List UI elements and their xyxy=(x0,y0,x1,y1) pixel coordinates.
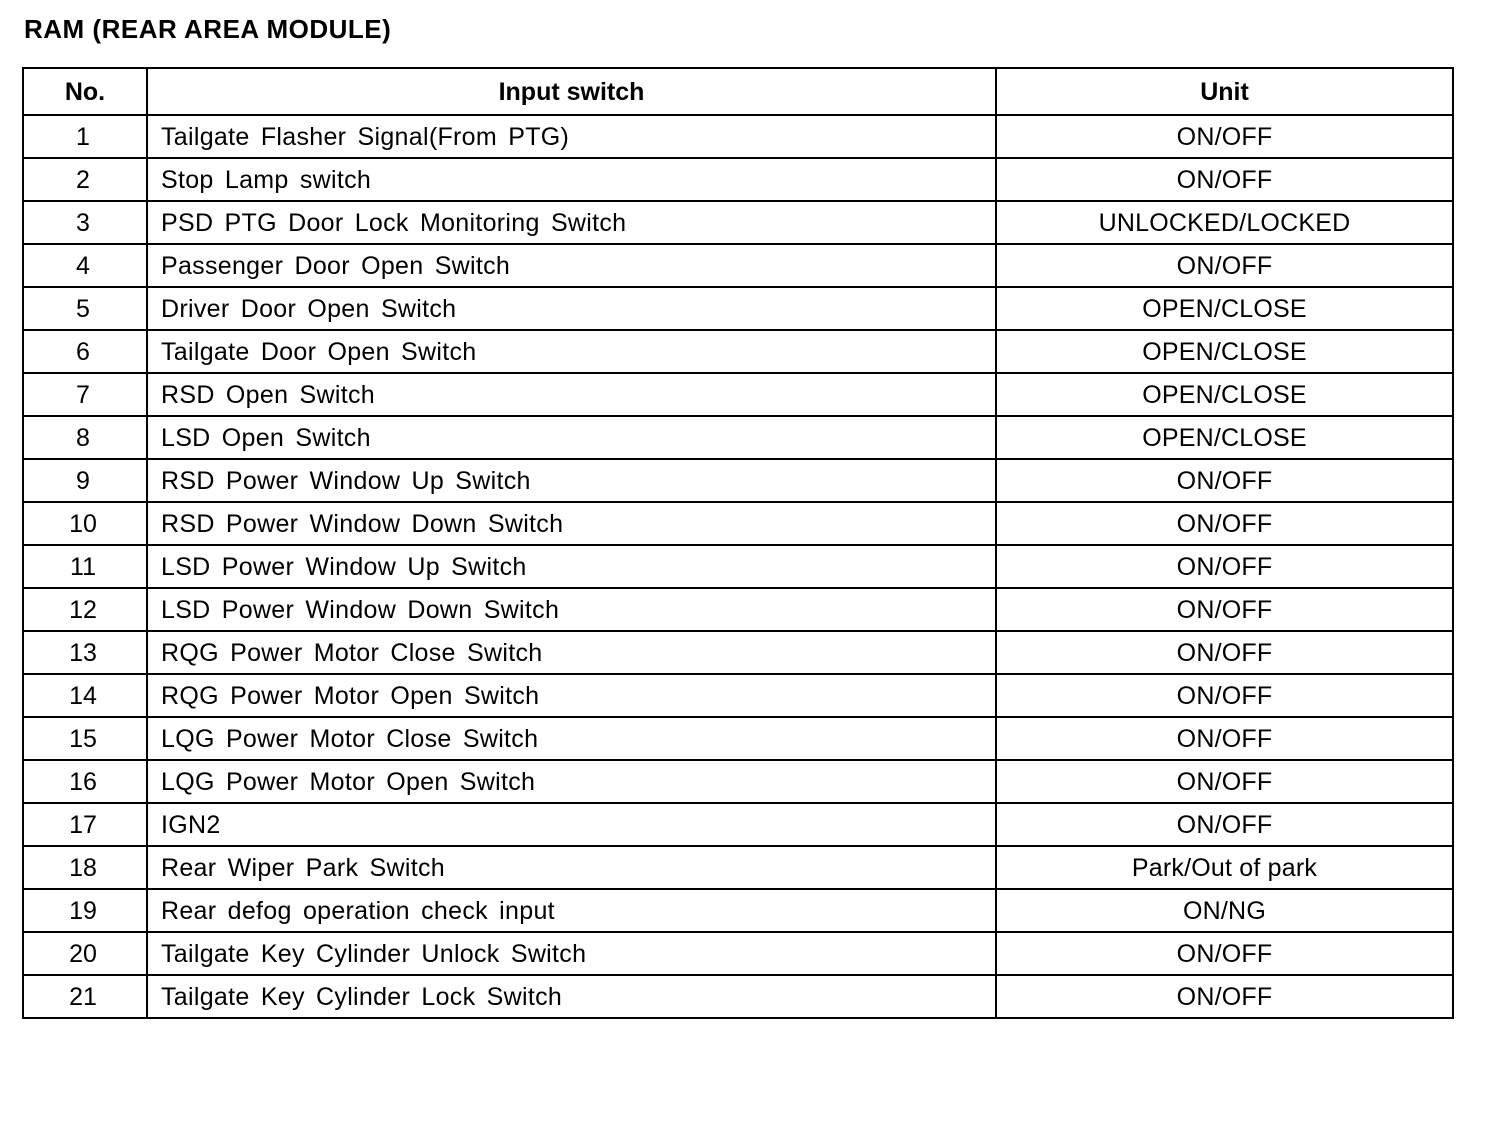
row-unit: ON/NG xyxy=(996,889,1453,932)
row-unit: ON/OFF xyxy=(996,760,1453,803)
row-unit: ON/OFF xyxy=(996,459,1453,502)
table-row xyxy=(23,932,1453,975)
row-number: 2 xyxy=(23,158,147,201)
row-number: 20 xyxy=(23,932,147,975)
table-row xyxy=(23,674,1453,717)
row-input-switch: LSD Power Window Up Switch xyxy=(147,545,996,588)
row-number: 21 xyxy=(23,975,147,1018)
row-unit: ON/OFF xyxy=(996,803,1453,846)
table-row xyxy=(23,115,1453,158)
table-row xyxy=(23,244,1453,287)
row-input-switch: Tailgate Key Cylinder Lock Switch xyxy=(147,975,996,1018)
row-input-switch: PSD PTG Door Lock Monitoring Switch xyxy=(147,201,996,244)
row-number: 12 xyxy=(23,588,147,631)
table-header-row xyxy=(23,68,1453,115)
table-row xyxy=(23,459,1453,502)
table-row xyxy=(23,889,1453,932)
row-number: 6 xyxy=(23,330,147,373)
input-switch-table xyxy=(22,67,1454,1019)
table-row xyxy=(23,502,1453,545)
row-number: 16 xyxy=(23,760,147,803)
row-number: 10 xyxy=(23,502,147,545)
row-unit: ON/OFF xyxy=(996,975,1453,1018)
row-unit: ON/OFF xyxy=(996,502,1453,545)
row-number: 7 xyxy=(23,373,147,416)
row-input-switch: RSD Power Window Up Switch xyxy=(147,459,996,502)
row-input-switch: LSD Power Window Down Switch xyxy=(147,588,996,631)
header-input-switch: Input switch xyxy=(147,68,996,115)
row-number: 1 xyxy=(23,115,147,158)
header-no: No. xyxy=(23,68,147,115)
row-unit: ON/OFF xyxy=(996,631,1453,674)
row-unit: ON/OFF xyxy=(996,588,1453,631)
row-input-switch: Tailgate Door Open Switch xyxy=(147,330,996,373)
row-number: 9 xyxy=(23,459,147,502)
row-number: 5 xyxy=(23,287,147,330)
row-number: 19 xyxy=(23,889,147,932)
table-row xyxy=(23,846,1453,889)
table-row xyxy=(23,330,1453,373)
row-unit: ON/OFF xyxy=(996,932,1453,975)
table-row xyxy=(23,416,1453,459)
row-input-switch: Tailgate Key Cylinder Unlock Switch xyxy=(147,932,996,975)
row-number: 8 xyxy=(23,416,147,459)
row-input-switch: Rear Wiper Park Switch xyxy=(147,846,996,889)
row-unit: UNLOCKED/LOCKED xyxy=(996,201,1453,244)
row-input-switch: IGN2 xyxy=(147,803,996,846)
row-number: 17 xyxy=(23,803,147,846)
row-number: 14 xyxy=(23,674,147,717)
table-row xyxy=(23,373,1453,416)
row-input-switch: Tailgate Flasher Signal(From PTG) xyxy=(147,115,996,158)
header-unit: Unit xyxy=(996,68,1453,115)
row-unit: OPEN/CLOSE xyxy=(996,330,1453,373)
row-unit: ON/OFF xyxy=(996,115,1453,158)
row-unit: ON/OFF xyxy=(996,717,1453,760)
row-input-switch: Rear defog operation check input xyxy=(147,889,996,932)
table-row xyxy=(23,975,1453,1018)
table-row xyxy=(23,588,1453,631)
page-title: RAM (REAR AREA MODULE) xyxy=(24,14,392,44)
table-row xyxy=(23,717,1453,760)
table-row xyxy=(23,760,1453,803)
table-row xyxy=(23,287,1453,330)
table-row xyxy=(23,158,1453,201)
row-unit: ON/OFF xyxy=(996,545,1453,588)
row-unit: OPEN/CLOSE xyxy=(996,287,1453,330)
row-input-switch: Driver Door Open Switch xyxy=(147,287,996,330)
row-unit: Park/Out of park xyxy=(996,846,1453,889)
table-body xyxy=(23,115,1453,1018)
row-input-switch: RSD Open Switch xyxy=(147,373,996,416)
row-input-switch: Passenger Door Open Switch xyxy=(147,244,996,287)
row-input-switch: LSD Open Switch xyxy=(147,416,996,459)
row-unit: OPEN/CLOSE xyxy=(996,416,1453,459)
row-unit: OPEN/CLOSE xyxy=(996,373,1453,416)
row-unit: ON/OFF xyxy=(996,674,1453,717)
table-row xyxy=(23,545,1453,588)
row-unit: ON/OFF xyxy=(996,158,1453,201)
row-input-switch: Stop Lamp switch xyxy=(147,158,996,201)
row-input-switch: RQG Power Motor Close Switch xyxy=(147,631,996,674)
row-input-switch: RQG Power Motor Open Switch xyxy=(147,674,996,717)
table-row xyxy=(23,201,1453,244)
row-number: 13 xyxy=(23,631,147,674)
row-number: 4 xyxy=(23,244,147,287)
row-input-switch: RSD Power Window Down Switch xyxy=(147,502,996,545)
row-input-switch: LQG Power Motor Close Switch xyxy=(147,717,996,760)
row-unit: ON/OFF xyxy=(996,244,1453,287)
row-number: 18 xyxy=(23,846,147,889)
row-number: 3 xyxy=(23,201,147,244)
row-number: 15 xyxy=(23,717,147,760)
table-row xyxy=(23,803,1453,846)
row-number: 11 xyxy=(23,545,147,588)
row-input-switch: LQG Power Motor Open Switch xyxy=(147,760,996,803)
table-row xyxy=(23,631,1453,674)
